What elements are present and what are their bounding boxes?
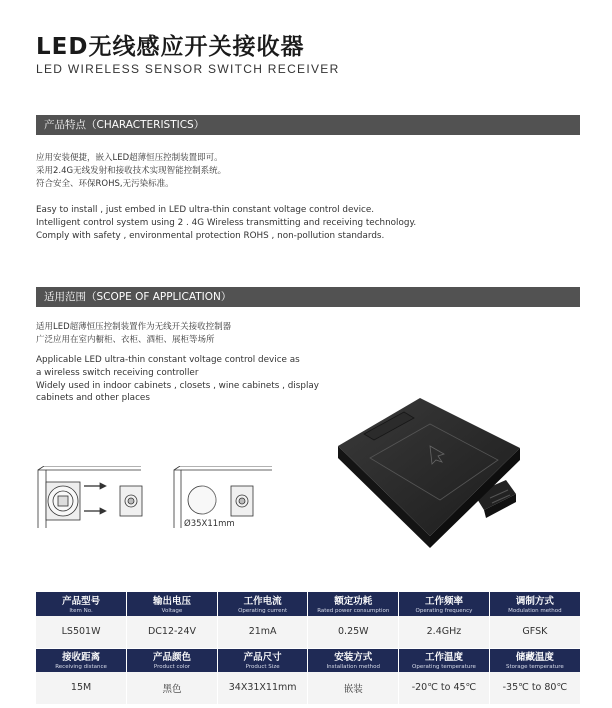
table-row <box>36 616 580 648</box>
spec-table <box>36 592 580 705</box>
text-line: cabinets and other places <box>36 393 150 404</box>
installation-diagram <box>36 466 276 528</box>
text-line: Intelligent control system using 2 . 4G Wireless transmitting and receiving technology. <box>36 218 417 228</box>
text-line: a wireless switch receiving controller <box>36 367 199 378</box>
table-header-row <box>36 592 580 616</box>
table-cell: -35℃ to 80℃ <box>489 672 580 704</box>
scope-en-text <box>36 354 319 405</box>
text-line: Widely used in indoor cabinets , closets , wine cabinets , display <box>36 380 320 391</box>
table-cell: -20℃ to 45℃ <box>399 672 490 704</box>
table-cell: 2.4GHz <box>399 616 490 648</box>
table-header-cell: 额定功耗 Rated power consumption <box>308 592 399 616</box>
text-line: 采用2.4G无线发射和接收技术实现智能控制系统。 <box>36 166 227 176</box>
text-line: Easy to install , just embed in LED ultra-thin constant voltage control device. <box>36 205 375 215</box>
section-heading-scope: 适用范围（SCOPE OF APPLICATION） <box>36 287 580 307</box>
table-header-cell: 储藏温度 Storage temperature <box>489 648 580 672</box>
table-header-cell: 工作电流 Operating current <box>217 592 308 616</box>
table-row <box>36 672 580 704</box>
text-line: 适用LED超薄恒压控制装置作为无线开关接收控制器 <box>36 322 232 332</box>
text-line: 广泛应用在室内橱柜、衣柜、酒柜、展柜等场所 <box>36 335 215 345</box>
text-line: Comply with safety , environmental protection ROHS , non-pollution standards. <box>36 231 385 241</box>
scope-cn-text <box>36 321 231 347</box>
table-cell: DC12-24V <box>127 616 218 648</box>
page-title: LED无线感应开关接收器 <box>36 34 305 60</box>
text-line: 应用安装便捷，嵌入LED超薄恒压控制装置即可。 <box>36 153 223 163</box>
table-header-cell: 工作温度 Operating temperature <box>399 648 490 672</box>
table-cell: 嵌装 <box>308 672 399 704</box>
product-photo <box>334 398 526 552</box>
page-subtitle: LED WIRELESS SENSOR SWITCH RECEIVER <box>36 62 340 76</box>
text-line: Applicable LED ultra-thin constant voltage control device as <box>36 355 300 365</box>
table-header-cell: 产品尺寸 Product Size <box>217 648 308 672</box>
characteristics-cn-text <box>36 152 226 191</box>
table-cell: 15M <box>36 672 127 704</box>
characteristics-en-text <box>36 204 416 243</box>
table-header-cell: 产品颜色 Product color <box>127 648 218 672</box>
table-header-cell: 工作频率 Operating frequency <box>399 592 490 616</box>
table-cell: 34X31X11mm <box>217 672 308 704</box>
dimension-label: Ø35X11mm <box>184 519 235 529</box>
table-cell: 0.25W <box>308 616 399 648</box>
table-header-cell: 产品型号 Item No. <box>36 592 127 616</box>
text-line: 符合安全、环保ROHS,无污染标准。 <box>36 179 174 189</box>
cabinet-installation-drawing <box>38 466 142 528</box>
table-header-cell: 输出电压 Voltage <box>127 592 218 616</box>
table-cell: GFSK <box>489 616 580 648</box>
table-header-cell: 调制方式 Modulation method <box>489 592 580 616</box>
table-header-cell: 安装方式 Installation method <box>308 648 399 672</box>
section-heading-characteristics: 产品特点（CHARACTERISTICS） <box>36 115 580 135</box>
table-header-row <box>36 648 580 672</box>
table-cell: 21mA <box>217 616 308 648</box>
table-cell: 黑色 <box>127 672 218 704</box>
table-header-cell: 接收距离 Receiving distance <box>36 648 127 672</box>
table-cell: LS501W <box>36 616 127 648</box>
